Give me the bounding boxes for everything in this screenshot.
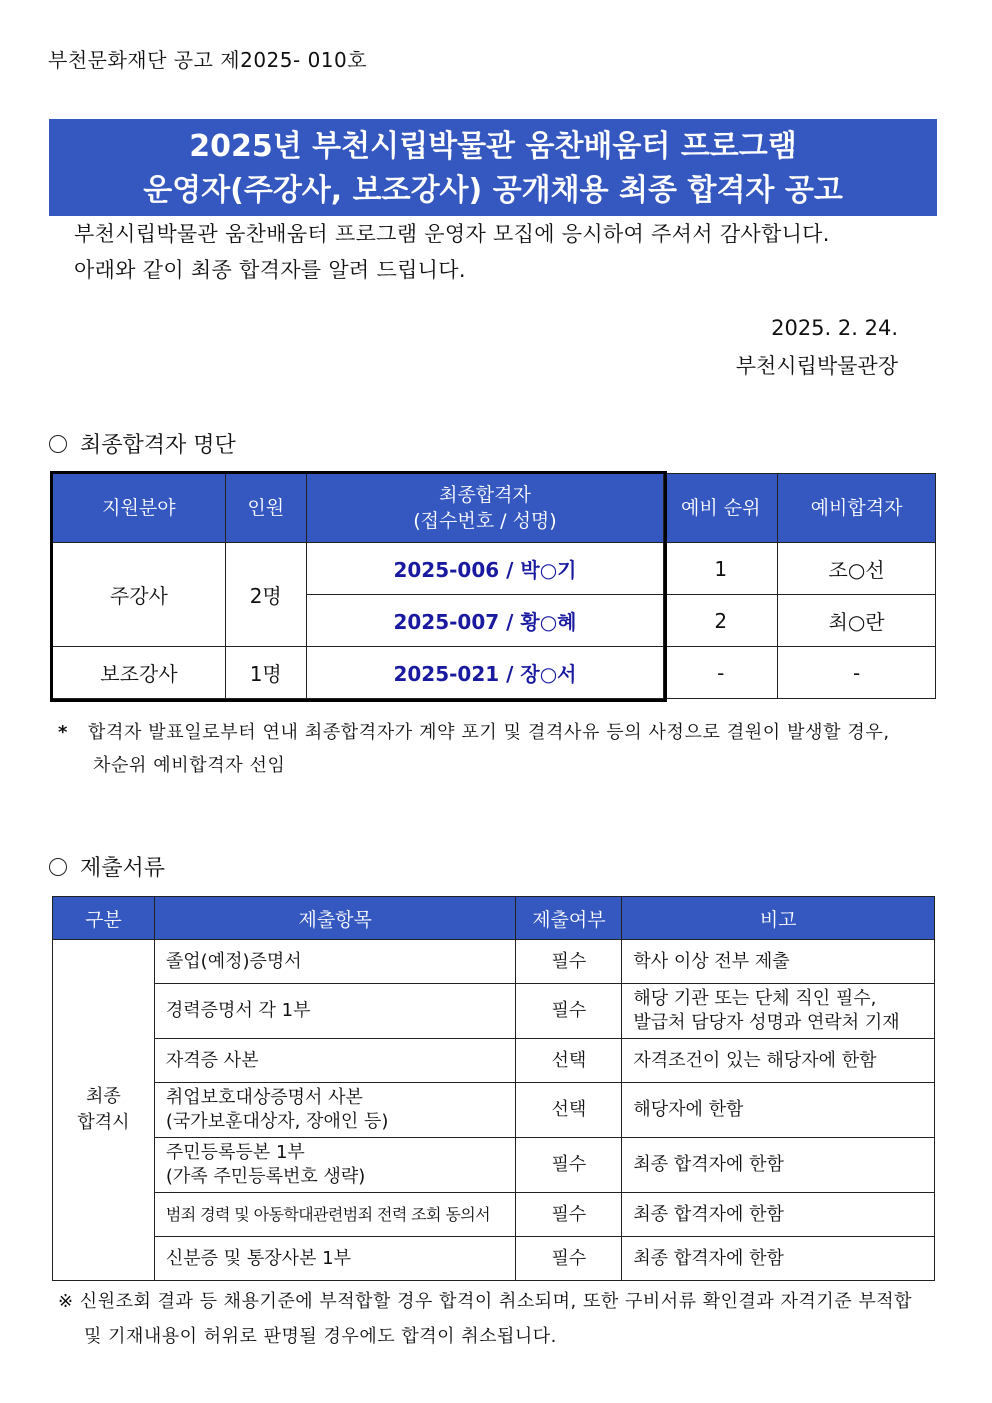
circle-bullet-icon — [49, 435, 67, 453]
header-category: 구분 — [53, 897, 155, 940]
cell-field: 주강사 — [53, 543, 226, 647]
header-field: 지원분야 — [53, 474, 226, 543]
intro-text — [74, 216, 830, 288]
header-count: 인원 — [225, 474, 306, 543]
note-line-2: 차순위 예비합격자 선임 — [93, 755, 286, 776]
cell-required: 필수 — [516, 1193, 622, 1237]
item-line-1: 주민등록등본 1부 — [165, 1142, 305, 1163]
cell-count: 1명 — [225, 647, 306, 699]
cell-reserve: - — [778, 647, 936, 699]
header-required: 제출여부 — [516, 897, 622, 940]
title-line-2: 운영자(주강사, 보조강사) 공개채용 최종 합격자 공고 — [143, 173, 843, 208]
note-line-1: 합격자 발표일로부터 연내 최종합격자가 계약 포기 및 결격사유 등의 사정으로 결원이 발생할 경우, — [88, 722, 890, 743]
cell-item — [154, 1083, 516, 1138]
header-reserve: 예비합격자 — [778, 474, 936, 543]
documents-table — [52, 896, 935, 1281]
cell-item: 신분증 및 통장사본 1부 — [154, 1237, 516, 1281]
table-row — [53, 1083, 935, 1138]
title-line-1: 2025년 부천시립박물관 움찬배움터 프로그램 — [189, 129, 797, 164]
intro-line-1: 부천시립박물관 움찬배움터 프로그램 운영자 모집에 응시하여 주셔서 감사합니다. — [74, 222, 830, 246]
cell-winner: 2025-021 / 장○서 — [306, 647, 664, 699]
cell-item: 범죄 경력 및 아동학대관련범죄 전력 조회 동의서 — [154, 1193, 516, 1237]
cell-winner: 2025-007 / 황○혜 — [306, 595, 664, 647]
notice-number: 부천문화재단 공고 제2025- 010호 — [48, 48, 368, 72]
item-line-2: (국가보훈대상자, 장애인 등) — [165, 1111, 389, 1132]
announcement-date: 2025. 2. 24. — [771, 316, 898, 340]
header-winner-l1: 최종합격자 — [439, 484, 531, 506]
title-banner — [49, 119, 937, 216]
cell-reserve: 최○란 — [778, 595, 936, 647]
cell-winner: 2025-006 / 박○기 — [306, 543, 664, 595]
category-line-1: 최종 — [86, 1086, 121, 1107]
table-row — [53, 984, 935, 1039]
cell-item — [154, 1138, 516, 1193]
note-line-2: 및 기재내용이 허위로 판명될 경우에도 합격이 취소됩니다. — [84, 1326, 557, 1347]
cell-required: 필수 — [516, 1237, 622, 1281]
final-list-table — [52, 473, 936, 699]
header-rank: 예비 순위 — [664, 474, 778, 543]
note-line-1: ※ 신원조회 결과 등 채용기준에 부적합할 경우 합격이 취소되며, 또한 구비서류 확인결과 자격기준 부적합 — [58, 1291, 912, 1312]
cell-rank: 1 — [664, 543, 778, 595]
cell-remark: 최종 합격자에 한함 — [622, 1193, 935, 1237]
cell-remark: 최종 합격자에 한함 — [622, 1138, 935, 1193]
cell-required: 선택 — [516, 1083, 622, 1138]
table-row — [53, 1039, 935, 1083]
table-row — [53, 1237, 935, 1281]
table-row — [53, 647, 936, 699]
item-line-1: 취업보호대상증명서 사본 — [165, 1087, 363, 1108]
remark-line-1: 해당 기관 또는 단체 직인 필수, — [633, 988, 877, 1009]
header-item: 제출항목 — [154, 897, 516, 940]
table-row — [53, 1138, 935, 1193]
table-row — [53, 940, 935, 984]
cell-remark: 자격조건이 있는 해당자에 한함 — [622, 1039, 935, 1083]
section-title-text: 제출서류 — [80, 856, 166, 881]
cell-remark: 학사 이상 전부 제출 — [622, 940, 935, 984]
cell-rank: - — [664, 647, 778, 699]
cell-field: 보조강사 — [53, 647, 226, 699]
cell-remark: 최종 합격자에 한함 — [622, 1237, 935, 1281]
cell-remark: 해당자에 한함 — [622, 1083, 935, 1138]
section-final-list-title — [49, 428, 236, 459]
note-mark: * — [58, 722, 69, 743]
header-winner — [306, 474, 664, 543]
header-remark: 비고 — [622, 897, 935, 940]
disqualification-note — [58, 1284, 912, 1354]
table-header-row — [53, 897, 935, 940]
circle-bullet-icon — [49, 858, 67, 876]
cell-required: 필수 — [516, 1138, 622, 1193]
cell-rank: 2 — [664, 595, 778, 647]
item-line-2: (가족 주민등록번호 생략) — [165, 1166, 366, 1187]
cell-remark — [622, 984, 935, 1039]
cell-required: 필수 — [516, 940, 622, 984]
cell-count: 2명 — [225, 543, 306, 647]
remark-line-2: 발급처 담당자 성명과 연락처 기재 — [633, 1012, 900, 1033]
section-title-text: 최종합격자 명단 — [80, 433, 236, 458]
table-row — [53, 543, 936, 595]
issuer: 부천시립박물관장 — [735, 354, 898, 378]
table-header-row — [53, 474, 936, 543]
header-winner-l2: (접수번호 / 성명) — [413, 510, 557, 532]
cell-category — [53, 940, 155, 1281]
category-line-2: 합격시 — [77, 1112, 130, 1133]
reserve-note — [58, 716, 890, 782]
cell-required: 선택 — [516, 1039, 622, 1083]
section-documents-title — [49, 851, 165, 882]
table-row — [53, 1193, 935, 1237]
cell-item: 경력증명서 각 1부 — [154, 984, 516, 1039]
cell-required: 필수 — [516, 984, 622, 1039]
cell-reserve: 조○선 — [778, 543, 936, 595]
cell-item: 졸업(예정)증명서 — [154, 940, 516, 984]
cell-item: 자격증 사본 — [154, 1039, 516, 1083]
intro-line-2: 아래와 같이 최종 합격자를 알려 드립니다. — [74, 258, 466, 282]
